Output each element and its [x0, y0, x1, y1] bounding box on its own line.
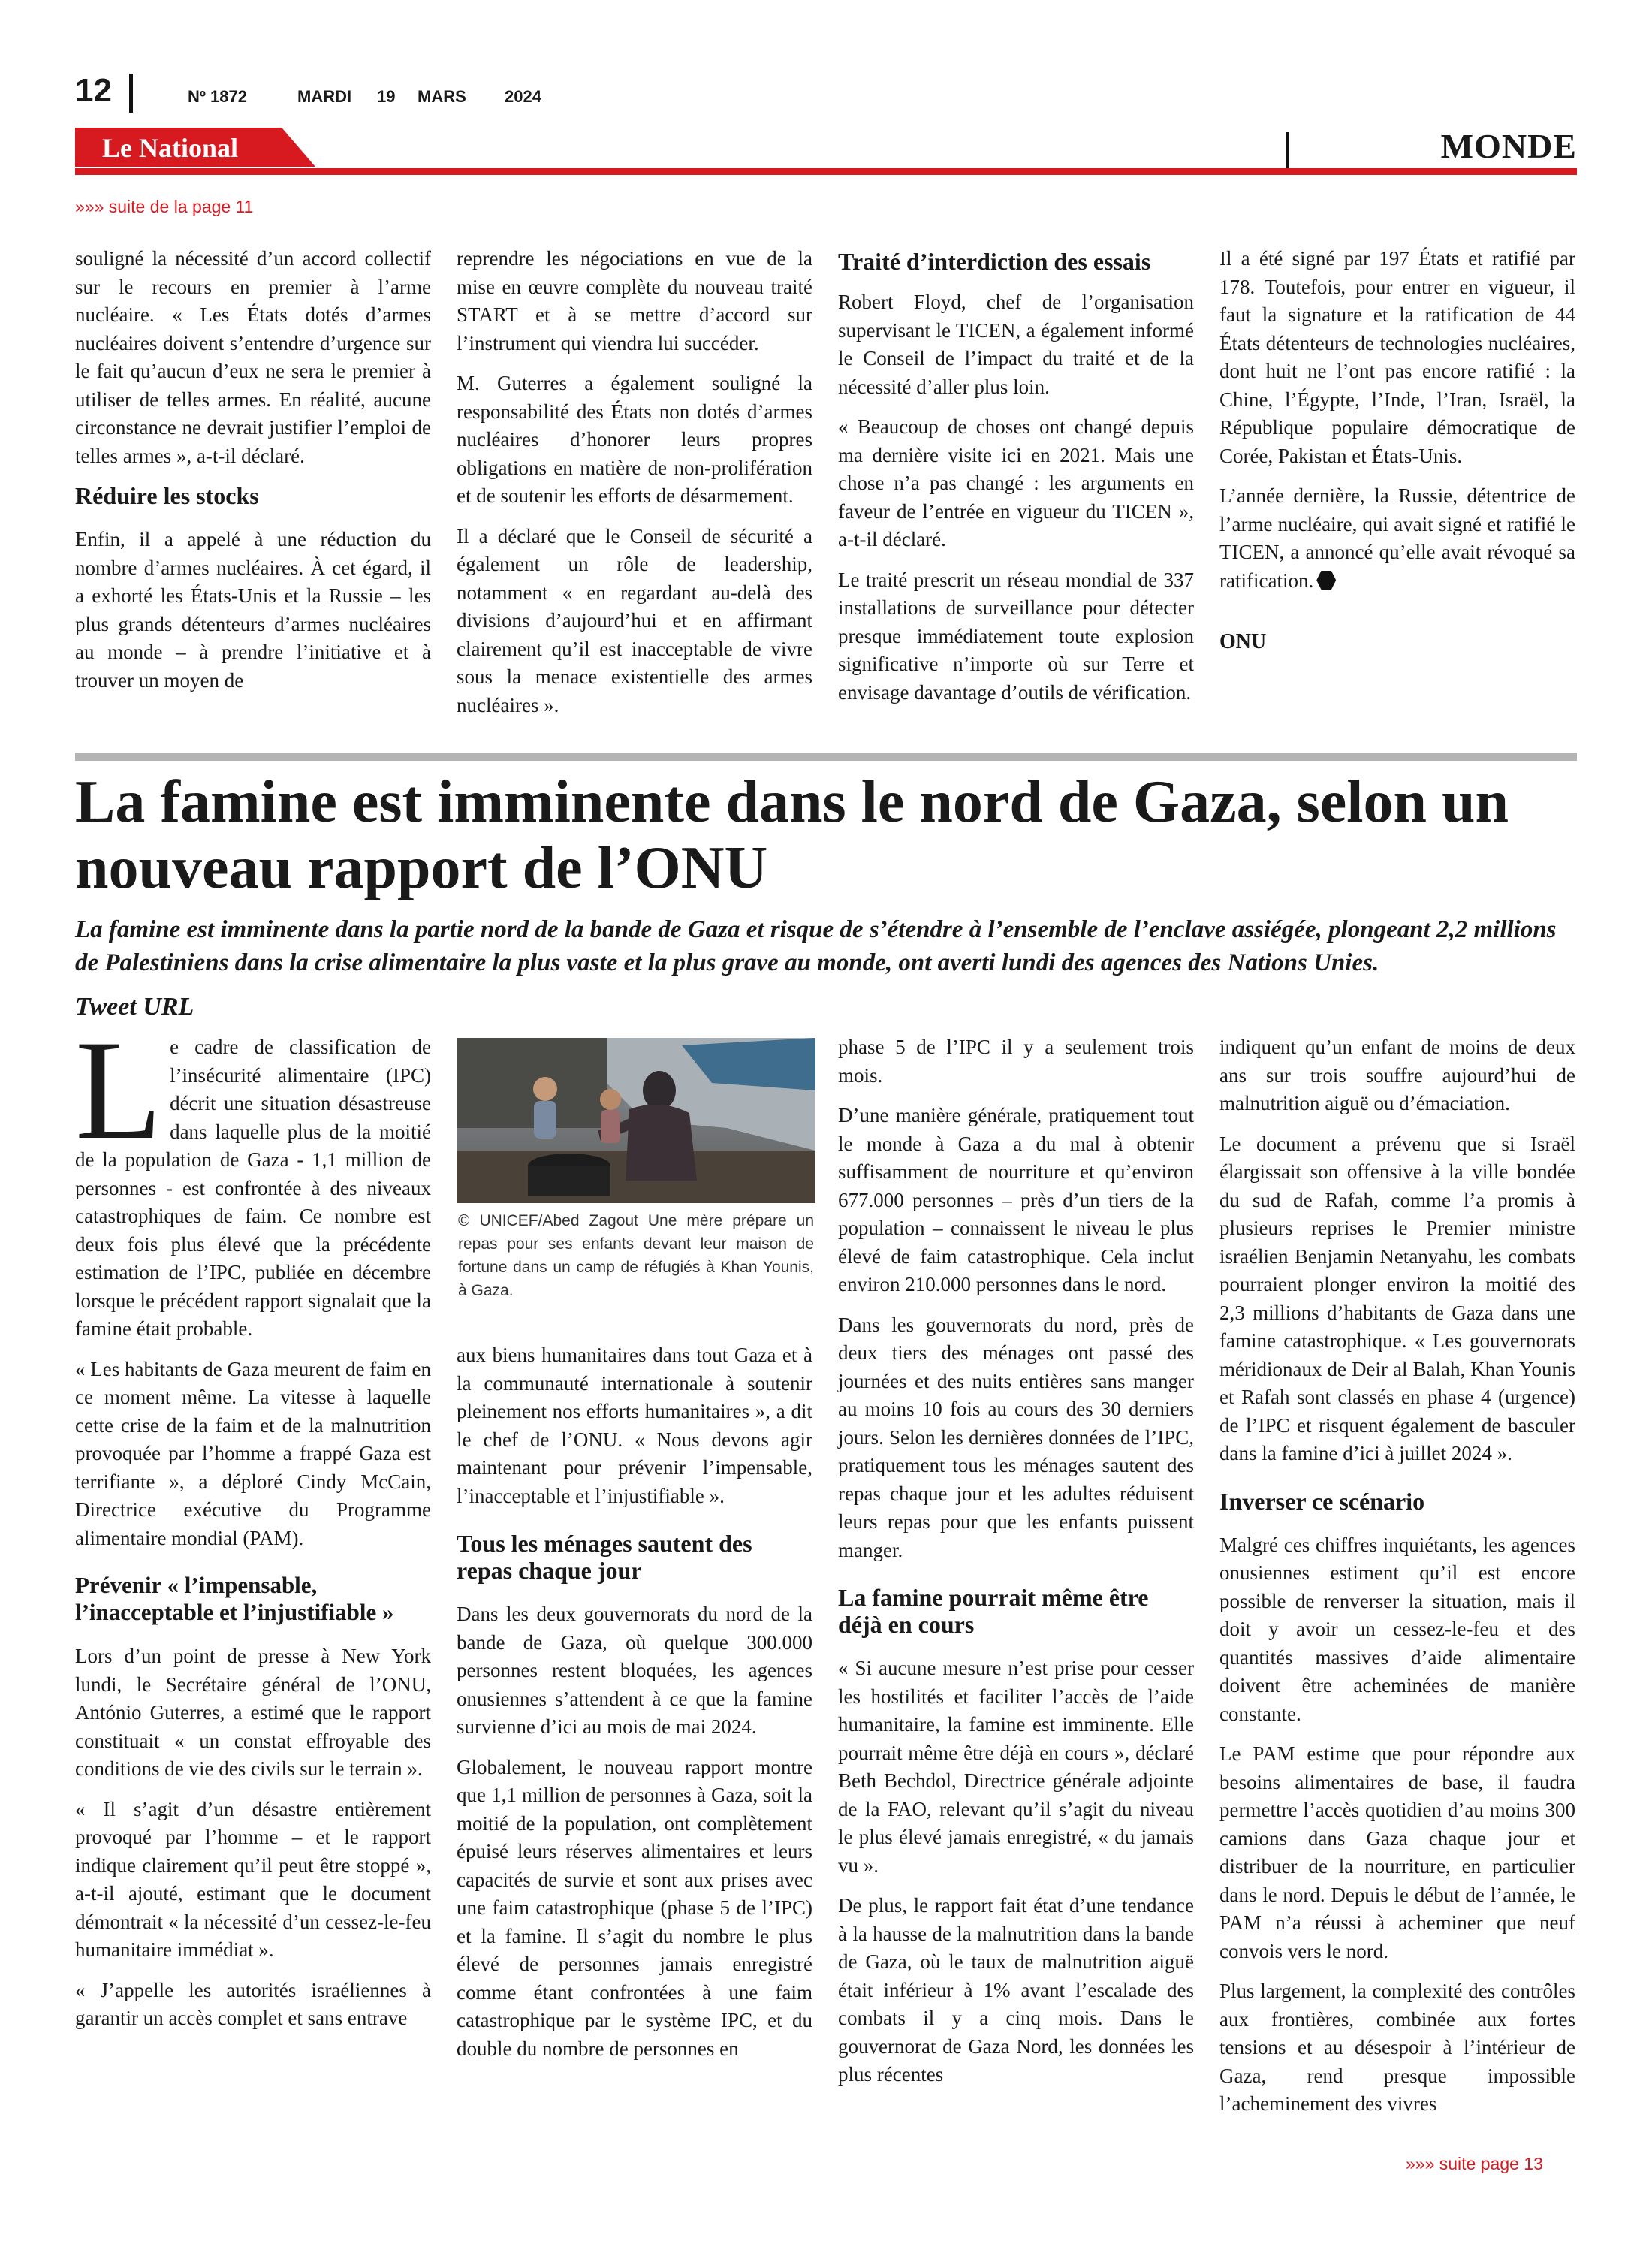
- issue-month: MARS: [418, 87, 466, 106]
- article-divider: [75, 753, 1577, 761]
- article-column-4: [1219, 1033, 1575, 2131]
- paragraph: M. Guterres a également souligné la responsabilité des États non dotés d’armes nucléaires d’honorer leurs propres obligations en matière de non-prolifération et de soutenir les efforts de désarmement.: [457, 372, 812, 507]
- article-headline: La famine est imminente dans le nord de Gaza, selon un nouveau rapport de l’ONU: [75, 769, 1509, 901]
- paragraph: Lors d’un point de presse à New York lundi, le Secrétaire général de l’ONU, António Guterres, a estimé que le rapport constituait « un constat effroyable des conditions de vie des civils sur le terrain ».: [75, 1645, 431, 1780]
- subheading: La famine pourrait même être déjà en cours: [838, 1584, 1149, 1638]
- photo-illustration: [457, 1038, 815, 1203]
- paragraph: « Si aucune mesure n’est prise pour cesser les hostilités et faciliter l’accès de l’aide humanitaire, la famine est imminente. Elle pourrait même être déjà en cours », déclaré Beth Bechdol, Directrice générale adjointe de la FAO, relevant qu’il s’agit du niveau le plus élevé jamais enregistré, « du jamais vu ».: [838, 1657, 1194, 1877]
- tweet-url-link[interactable]: Tweet URL: [75, 993, 194, 1021]
- photo-caption: © UNICEF/Abed Zagout Une mère prépare un repas pour ses enfants devant leur maison de fortune dans un camp de réfugiés à Khan Younis, à Gaza.: [458, 1212, 814, 1299]
- paragraph: phase 5 de l’IPC il y a seulement trois mois.: [838, 1036, 1194, 1087]
- paragraph: Enfin, il a appelé à une réduction du nombre d’armes nucléaires. À cet égard, il a exhorté les États-Unis et la Russie – les plus grands détenteurs d’armes nucléaires au monde – à prendre l’initiative et à trouver un moyen de: [75, 528, 431, 692]
- paragraph: [1219, 482, 1575, 595]
- top-column-1: [75, 245, 431, 707]
- paragraph-text: L’année dernière, la Russie, détentrice de l’arme nucléaire, qui avait signé et ratifié le TICEN, a annoncé qu’elle avait révoqué sa ratification.: [1219, 484, 1575, 592]
- subheading: Tous les ménages sautent des repas chaque jour: [457, 1530, 752, 1584]
- paragraph: « Beaucoup de choses ont changé depuis ma dernière visite ici en 2021. Mais une chose n’a pas changé : les arguments en faveur de l’entrée en vigueur du TICEN », a-t-il déclaré.: [838, 415, 1194, 550]
- paragraph: reprendre les négociations en vue de la mise en œuvre complète du nouveau traité START et à se mettre d’accord sur l’instrument qui viendra lui succéder.: [457, 247, 812, 354]
- article-source: ONU: [1219, 630, 1267, 653]
- top-column-2: [457, 245, 812, 731]
- paragraph: D’une manière générale, pratiquement tout le monde à Gaza a du mal à obtenir suffisamment de nourriture et qu’environ 677.000 personnes – près d’un tiers de la population – connaissent le niveau le plus élevé de faim catastrophique. Cela inclut environ 210.000 personnes dans le nord.: [838, 1104, 1194, 1295]
- paragraph: Le PAM estime que pour répondre aux besoins alimentaires de base, il faudra permettre l’accès quotidien d’au moins 300 camions dans Gaza chaque jour et distribuer de la nourriture, en particulier dans le nord. Depuis le début de l’année, le PAM n’a réussi à acheminer que neuf convois vers le nord.: [1219, 1742, 1575, 1962]
- paragraph: « J’appelle les autorités israéliennes à garantir un accès complet et sans entrave: [75, 1978, 431, 2029]
- paragraph: Il a déclaré que le Conseil de sécurité a également un rôle de leadership, notamment « en regardant au-delà des divisions d’aujourd’hui et en affirmant clairement qu’il est inacceptable de vivre sous la menace existentielle des armes nucléaires ».: [457, 524, 812, 716]
- article-lede: La famine est imminente dans la partie nord de la bande de Gaza et risque de s’étendre à l’ensemble de l’enclave assiégée, plongeant 2,2 millions de Palestiniens dans la crise alimentaire la plus vaste et la plus grave au monde, ont averti lundi des agences des Nations Unies.: [75, 916, 1557, 976]
- article-column-3: [838, 1033, 1194, 2101]
- paragraph: Plus largement, la complexité des contrôles aux frontières, combinée aux fortes tensions et au désespoir à l’intérieur de Gaza, rend presque impossible l’acheminement des vivres: [1219, 1980, 1575, 2115]
- article-column-1: [75, 1012, 431, 2045]
- paragraph: Le document a prévenu que si Israël élargissait son offensive à la ville bondée du sud de Rafah, comme l’a promis à plusieurs reprises le Premier ministre israélien Benjamin Netanyahu, les combats pourraient plonger environ la moitié des 2,3 millions d’habitants de Gaza dans une famine catastrophique. « Les gouvernorats méridionaux de Deir al Balah, Khan Younis et Rafah sont classés en phase 4 (urgence) de l’IPC et risquent également de basculer dans la famine d’ici à juillet 2024 ».: [1219, 1132, 1575, 1464]
- issue-day: MARDI: [297, 87, 352, 106]
- section-divider: [1286, 132, 1289, 168]
- paragraph: De plus, le rapport fait état d’une tendance à la hausse de la malnutrition dans la bande de Gaza, où le taux de malnutrition aiguë était inférieur à 1% avant l’escalade des combats il y a cinq mois. Dans le gouvernorat de Gaza Nord, les données les plus récentes: [838, 1894, 1194, 2086]
- top-column-3: [838, 245, 1194, 719]
- issue-year: 2024: [505, 87, 541, 106]
- paragraph: Dans les deux gouvernorats du nord de la bande de Gaza, où quelque 300.000 personnes restent bloquées, les agences onusiennes s’attendent à ce que la famine survienne d’ici au mois de mai 2024.: [457, 1603, 812, 1738]
- paragraph: Robert Floyd, chef de l’organisation supervisant le TICEN, a également informé le Conseil de l’impact du traité et de la nécessité d’aller plus loin.: [838, 291, 1194, 398]
- brand-name: Le National: [102, 133, 239, 163]
- page-number: 12: [75, 72, 112, 109]
- paragraph: aux biens humanitaires dans tout Gaza et à la communauté internationale à soutenir pleinement nos efforts humanitaires », a dit le chef de l’ONU. « Nous devons agir maintenant pour prévenir l’impensable, l’inacceptable et l’injustifiable ».: [457, 1344, 812, 1507]
- paragraph: [75, 1012, 431, 1344]
- paragraph: indiquent qu’un enfant de moins de deux ans sur trois souffre aujourd’hui de malnutrition aiguë ou d’émaciation.: [1219, 1036, 1575, 1114]
- subheading: Inverser ce scénario: [1219, 1487, 1425, 1515]
- paragraph: souligné la nécessité d’un accord collectif sur le recours en premier à l’arme nucléaire. « Les États dotés d’armes nucléaires doivent s’entendre d’urgence sur le fait qu’aucun d’eux ne sera le premier à utiliser de telles armes. En réalité, aucune circonstance ne devrait justifier l’emploi de telles armes », a-t-il déclaré.: [75, 247, 431, 467]
- paragraph: « Les habitants de Gaza meurent de faim en ce moment même. La vitesse à laquelle cette crise de la faim et de la malnutrition provoquée par l’homme a frappé Gaza est terrifiante », a déploré Cindy McCain, Directrice exécutive du Programme alimentaire mondial (PAM).: [75, 1357, 431, 1549]
- paragraph: Malgré ces chiffres inquiétants, les agences onusiennes estiment qu’il est encore possible de renverser la situation, mais il doit y avoir un cessez-le-feu et des quantités massives d’aide alimentaire doivent être acheminées de manière constante.: [1219, 1533, 1575, 1725]
- continued-to: »»» suite page 13: [1406, 2154, 1543, 2173]
- article-column-2: [457, 1341, 812, 2075]
- section-title: MONDE: [1440, 127, 1577, 165]
- paragraph: « Il s’agit d’un désastre entièrement provoqué par l’homme – et le rapport indique clairement qu’il peut être stoppé », a-t-il ajouté, estimant que le document démontrait « la nécessité d’un cessez-le-feu humanitaire immédiat ».: [75, 1797, 431, 1961]
- paragraph: Il a été signé par 197 États et ratifié par 178. Toutefois, pour entrer en vigueur, il faut la signature et la ratification de 44 États détenteurs de technologies nucléaires, dont huit ne l’ont pas encore ratifié : la Chine, l’Égypte, l’Inde, l’Iran, Israël, la République populaire démocratique de Corée, Pakistan et États-Unis.: [1219, 247, 1575, 467]
- paragraph: Le traité prescrit un réseau mondial de 337 installations de surveillance pour détecter presque immédiatement toute explosion significative n’importe où sur Terre et envisage davantage d’outils de vérification.: [838, 568, 1194, 704]
- drop-cap: L: [75, 1012, 163, 1169]
- article-photo: [457, 1038, 815, 1203]
- paragraph-text: e cadre de classification de l’insécurité alimentaire (IPC) décrit une situation désastreuse dans laquelle plus de la moitié de la population de Gaza - 1,1 million de personnes - est confrontée à des niveaux catastrophiques de faim. Ce nombre est deux fois plus élevé que la précédente estimation de l’IPC, publiée en décembre lorsque le précédent rapport signalait que la famine était probable.: [75, 1036, 431, 1340]
- subheading: Traité d’interdiction des essais: [838, 248, 1151, 275]
- end-of-article-icon: [1316, 571, 1336, 590]
- page-number-divider: [129, 74, 133, 113]
- subheading: Prévenir « l’impensable, l’inacceptable et l’injustifiable »: [75, 1572, 394, 1625]
- issue-number: Nº 1872: [188, 87, 247, 106]
- top-column-4: [1219, 245, 1575, 668]
- continued-from: »»» suite de la page 11: [75, 197, 254, 216]
- subheading: Réduire les stocks: [75, 482, 259, 509]
- header-rule: [75, 168, 1577, 175]
- issue-date: 19: [377, 87, 396, 106]
- paragraph: Globalement, le nouveau rapport montre que 1,1 million de personnes à Gaza, soit la moitié de la population, ont complètement épuisé leurs réserves alimentaires et leurs capacités de survie et sont aux prises avec une faim catastrophique (phase 5 de l’IPC) et la famine. Il s’agit du nombre le plus élevé de personnes jamais enregistré comme étant confrontées à une faim catastrophique par le système IPC, et du double du nombre de personnes en: [457, 1755, 812, 2060]
- paragraph: Dans les gouvernorats du nord, près de deux tiers des ménages ont passé des journées et des nuits entières sans manger au moins 10 fois au cours des 30 derniers jours. Selon les dernières données de l’IPC, pratiquement tous les ménages sautent des repas chaque jour et les adultes réduisent leurs repas pour que les enfants puissent manger.: [838, 1313, 1194, 1561]
